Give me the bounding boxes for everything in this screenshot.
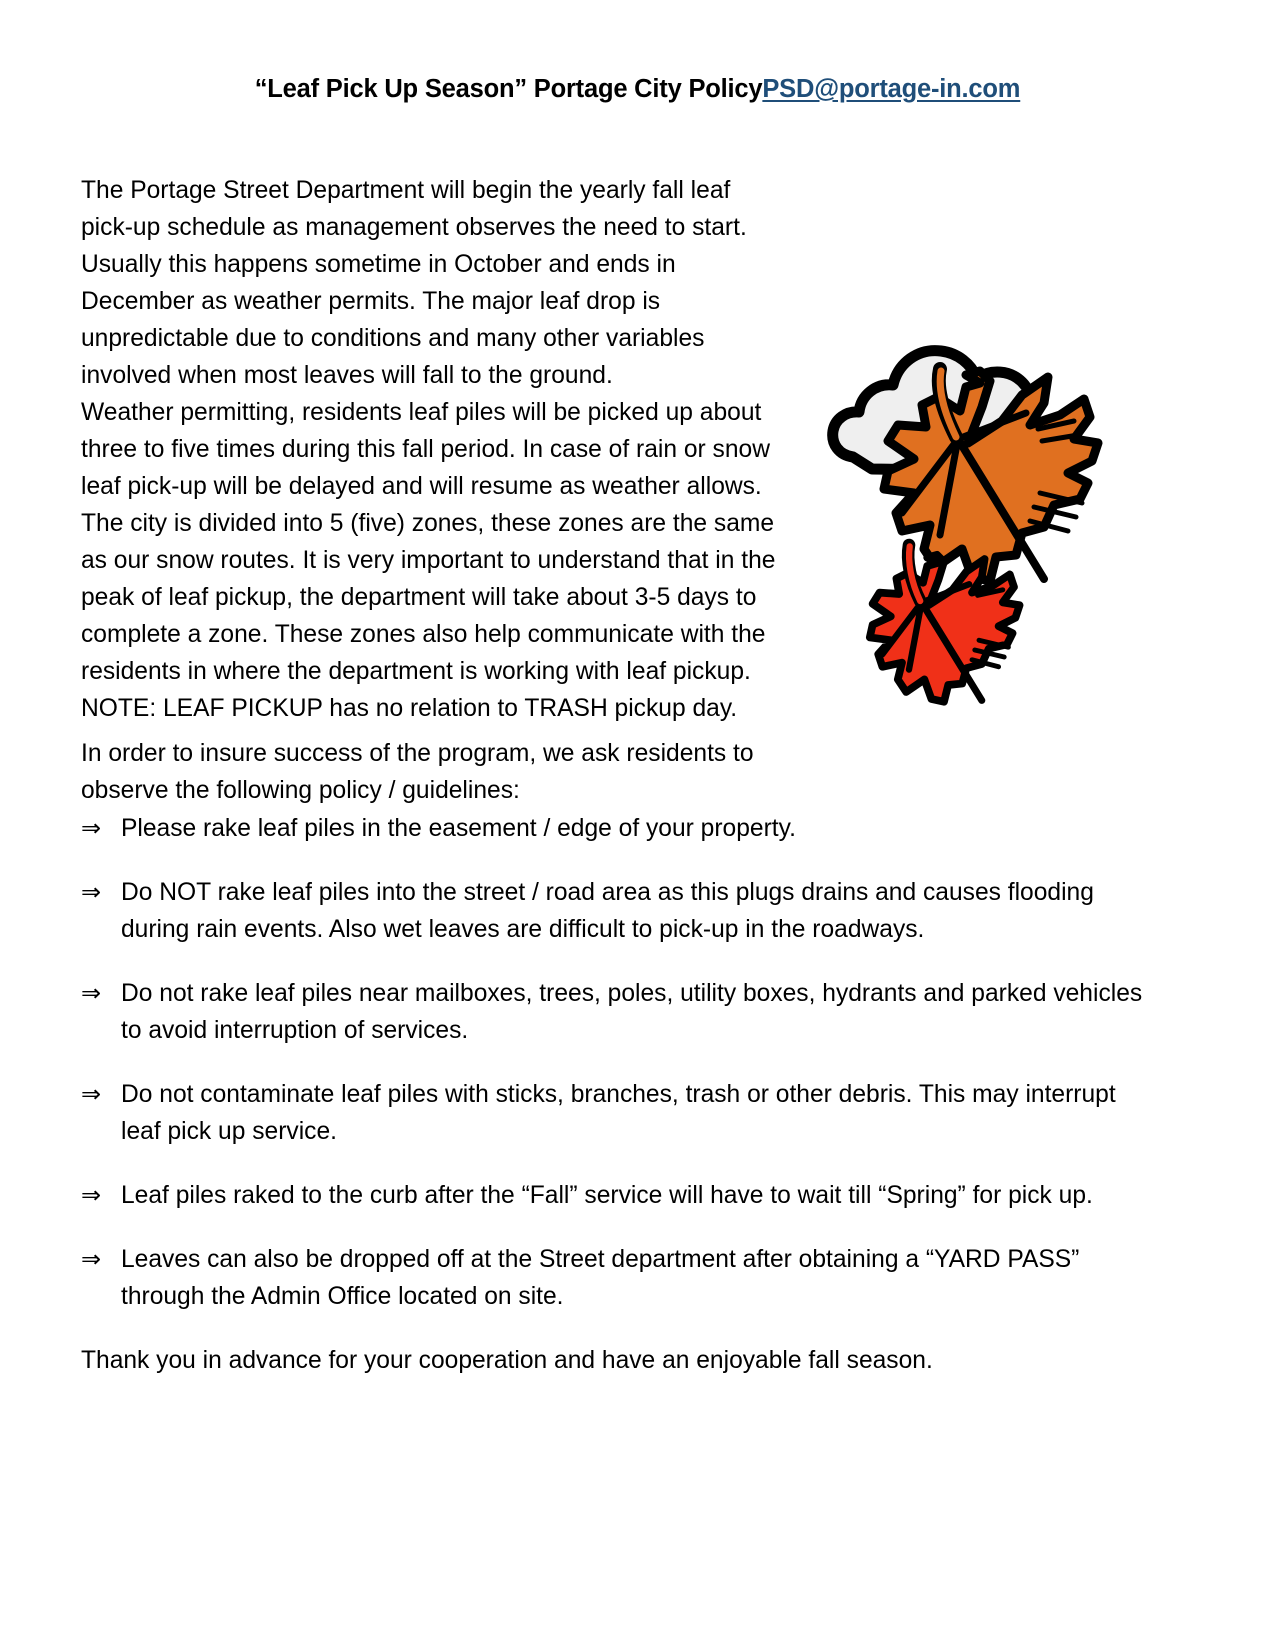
list-item (81, 810, 1151, 847)
double-arrow-icon: ⇒ (81, 1081, 102, 1108)
list-item-label: Please rake leaf piles in the easement / edge of your property. (121, 815, 796, 842)
email-link[interactable]: PSD@portage-in.com (762, 75, 1021, 103)
list-item (81, 1177, 1151, 1214)
document-body (81, 172, 1140, 809)
paragraph-2: Weather permitting, residents leaf piles will be picked up about three to five times during this fall period. In case of rain or snow leaf pick-up will be delayed and will resume as weather allows. The city is divided into 5 (five) zones, these zones are the same as our snow routes. It is very important to understand that in the peak of leaf pickup, the department will take about 3-5 days to complete a zone. These zones also help communicate with the residents in where the department is working with leaf pickup. NOTE: LEAF PICKUP has no relation to TRASH pickup day. (81, 399, 776, 722)
double-arrow-icon: ⇒ (81, 815, 102, 842)
double-arrow-icon: ⇒ (81, 980, 102, 1007)
cloud-and-leaves-illustration (790, 317, 1140, 732)
double-arrow-icon: ⇒ (81, 1182, 102, 1209)
list-item-label: Leaves can also be dropped off at the Street department after obtaining a “YARD PASS” through the Admin Office located on site. (121, 1246, 1080, 1310)
list-item (81, 1076, 1151, 1150)
list-item (81, 874, 1151, 948)
list-item-label: Leaf piles raked to the curb after the “Fall” service will have to wait till “Spring” for pick up. (121, 1182, 1093, 1209)
list-item-label: Do not rake leaf piles near mailboxes, trees, poles, utility boxes, hydrants and parked vehicles to avoid interruption of services. (121, 980, 1143, 1044)
double-arrow-icon: ⇒ (81, 879, 102, 906)
page-title (0, 74, 1275, 106)
paragraph-3: In order to insure success of the program, we ask residents to observe the following policy / guidelines: (81, 740, 754, 804)
guidelines-list (81, 810, 1151, 1379)
list-item (81, 1241, 1151, 1315)
list-item-label: Do NOT rake leaf piles into the street / road area as this plugs drains and causes flooding during rain events. Also wet leaves are difficult to pick-up in the roadways. (121, 879, 1094, 943)
paragraph-1: The Portage Street Department will begin the yearly fall leaf pick-up schedule as management observes the need to start. Usually this happens sometime in October and ends in December as weather permits. The major leaf drop is unpredictable due to conditions and many other variables involved when most leaves will fall to the ground. (81, 177, 747, 389)
list-item (81, 975, 1151, 1049)
list-item-label: Do not contaminate leaf piles with sticks, branches, trash or other debris. This may interrupt leaf pick up service. (121, 1081, 1116, 1145)
page-title-text: “Leaf Pick Up Season” Portage City Policy (254, 75, 763, 103)
double-arrow-icon: ⇒ (81, 1246, 102, 1273)
closing-paragraph: Thank you in advance for your cooperation and have an enjoyable fall season. (81, 1347, 933, 1374)
